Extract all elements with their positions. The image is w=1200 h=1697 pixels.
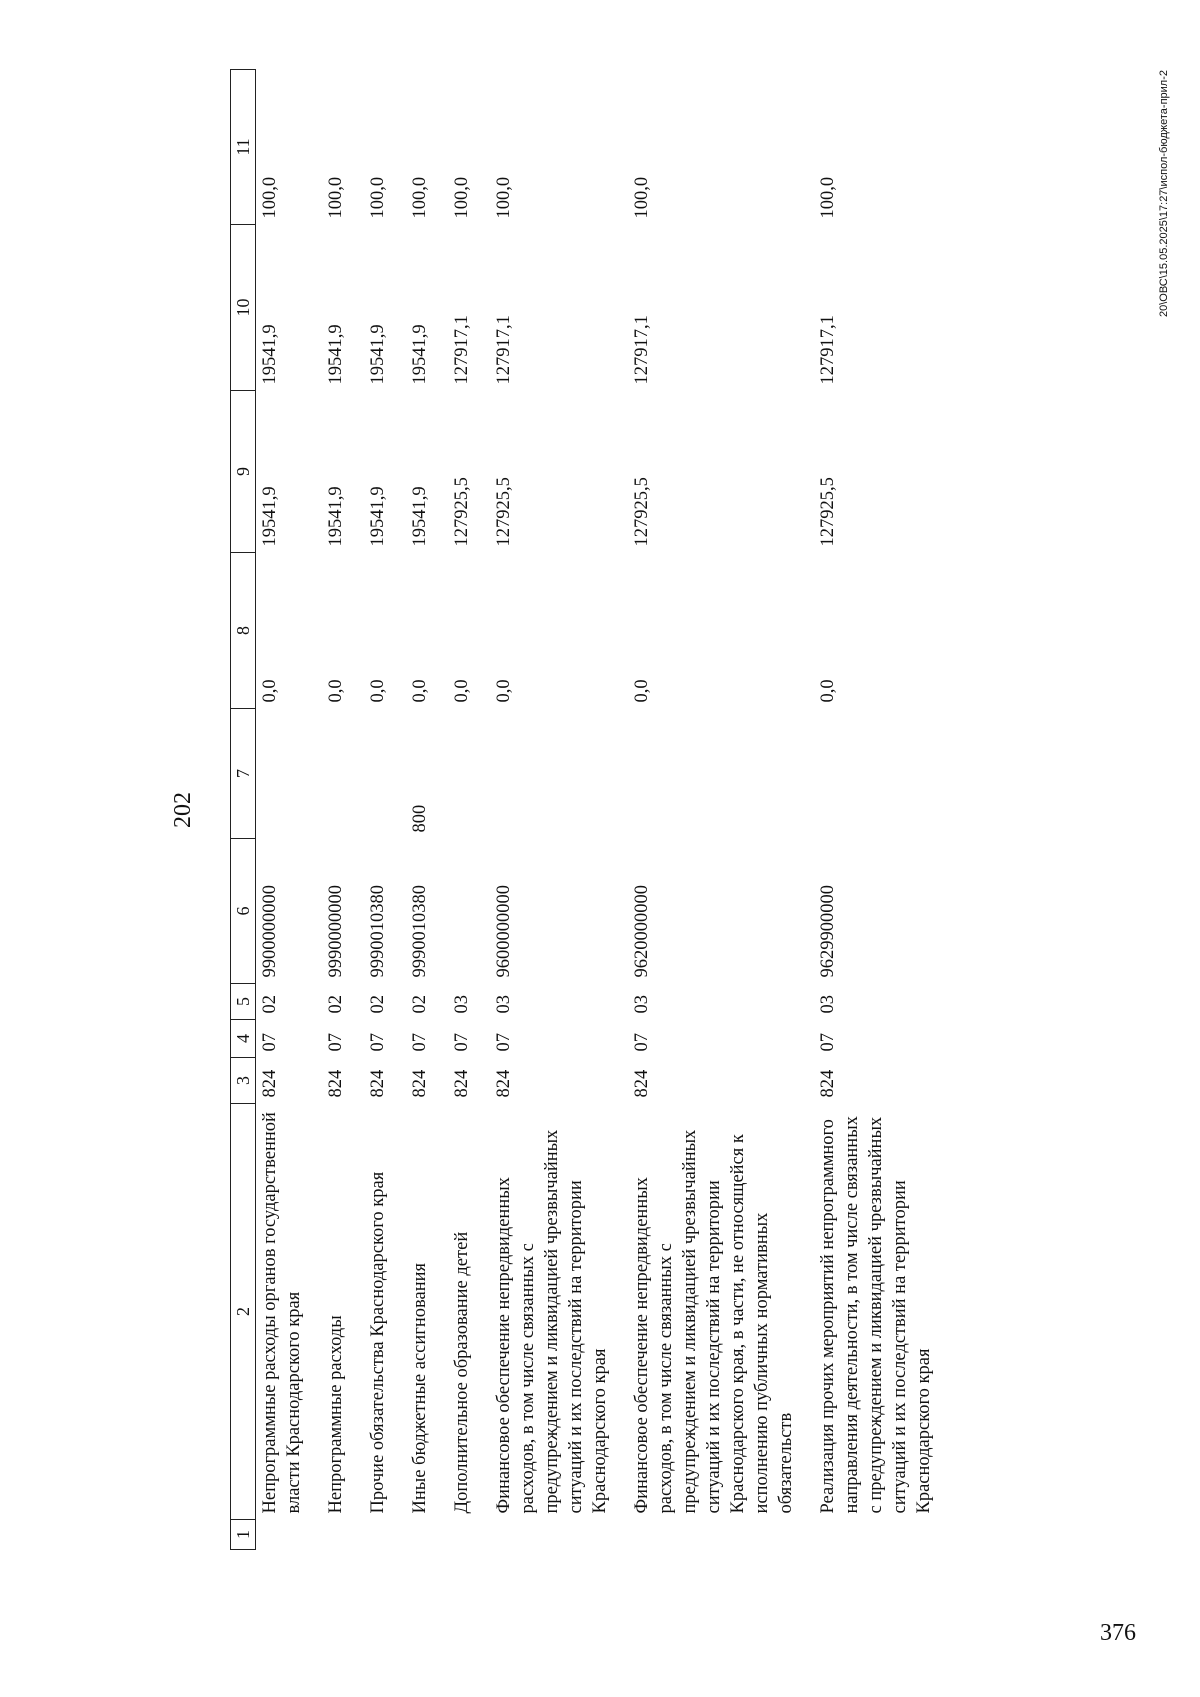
cell-col-8: 0,0 bbox=[494, 679, 514, 703]
cell-section: 07 bbox=[818, 1033, 838, 1052]
cell-section: 07 bbox=[494, 1033, 514, 1052]
cell-target-article: 9990000000 bbox=[326, 885, 346, 978]
cell-admin-code: 824 bbox=[452, 1069, 472, 1098]
cell-col-11: 100,0 bbox=[368, 176, 388, 219]
cell-col-11: 100,0 bbox=[818, 176, 838, 219]
table-row bbox=[256, 70, 323, 1550]
cell-col-8: 0,0 bbox=[818, 679, 838, 703]
cell-admin-code: 824 bbox=[494, 1069, 514, 1098]
cell-col-10: 127917,1 bbox=[494, 315, 514, 385]
cell-col-9: 19541,9 bbox=[410, 486, 430, 547]
cell-col-11: 100,0 bbox=[260, 176, 280, 219]
cell-col-8: 0,0 bbox=[368, 679, 388, 703]
cell-col-10: 127917,1 bbox=[452, 315, 472, 385]
col-header-5: 5 bbox=[231, 984, 256, 1020]
table-row bbox=[628, 70, 814, 1550]
cell-col-10: 19541,9 bbox=[410, 324, 430, 385]
cell-admin-code: 824 bbox=[410, 1069, 430, 1098]
row-description: Реализация прочих мероприятий непрограммного направления деятельности, в том числе связанных с предупреждением и ликвидацией чрезвычайных ситуаций и их последствий на территории Краснодарского края bbox=[818, 1116, 934, 1514]
cell-section: 07 bbox=[632, 1033, 652, 1052]
row-description: Прочие обязательства Краснодарского края bbox=[368, 1171, 388, 1514]
cell-col-11: 100,0 bbox=[410, 176, 430, 219]
cell-col-11: 100,0 bbox=[452, 176, 472, 219]
cell-expense-type bbox=[490, 709, 628, 839]
row-description: Непрограммные расходы bbox=[326, 1315, 346, 1514]
col-header-8: 8 bbox=[231, 553, 256, 709]
cell-subsection: 03 bbox=[632, 995, 652, 1014]
cell-admin-code: 824 bbox=[260, 1069, 280, 1098]
cell-subsection: 02 bbox=[410, 995, 430, 1014]
cell-subsection: 03 bbox=[494, 995, 514, 1014]
table-row bbox=[406, 70, 448, 1550]
cell-target-article: 9990010380 bbox=[368, 885, 388, 978]
table-row bbox=[322, 70, 364, 1550]
cell-subsection: 02 bbox=[260, 995, 280, 1014]
cell-col-9: 19541,9 bbox=[260, 486, 280, 547]
cell-col-10: 19541,9 bbox=[260, 324, 280, 385]
cell-subsection: 02 bbox=[326, 995, 346, 1014]
cell-subsection: 02 bbox=[368, 995, 388, 1014]
col-header-1: 1 bbox=[231, 1520, 256, 1550]
row-description: Иные бюджетные ассигнования bbox=[410, 1262, 430, 1514]
cell-expense-type bbox=[322, 709, 364, 839]
cell-col-9: 127925,5 bbox=[452, 477, 472, 547]
cell-section: 07 bbox=[260, 1033, 280, 1052]
cell-admin-code: 824 bbox=[818, 1069, 838, 1098]
cell-col-10: 19541,9 bbox=[326, 324, 346, 385]
rotated-page bbox=[170, 70, 1190, 1550]
table-row bbox=[448, 70, 490, 1550]
cell-target-article: 9900000000 bbox=[260, 885, 280, 978]
cell-section: 07 bbox=[326, 1033, 346, 1052]
cell-expense-type bbox=[256, 709, 323, 839]
footer-stamp: 20\ОВС\15.05.2025\17:27\испол-бюджета-прил-2 bbox=[1158, 70, 1170, 318]
row-description: Финансовое обеспечение непредвиденных расходов, в том числе связанных с предупреждением и ликвидацией чрезвычайных ситуаций и их последствий на территории Краснодарского края, в части, не относящейся к исполнению публичных нормативных обязательств bbox=[632, 1129, 796, 1514]
sheet-number: 376 bbox=[1100, 1620, 1136, 1646]
page-number: 202 bbox=[170, 792, 196, 828]
cell-section: 07 bbox=[452, 1033, 472, 1052]
cell-col-11: 100,0 bbox=[326, 176, 346, 219]
table-row bbox=[490, 70, 628, 1550]
col-header-10: 10 bbox=[231, 225, 256, 391]
budget-table bbox=[230, 69, 952, 1550]
cell-col-8: 0,0 bbox=[260, 679, 280, 703]
cell-col-10: 127917,1 bbox=[632, 315, 652, 385]
cell-admin-code: 824 bbox=[326, 1069, 346, 1098]
cell-col-9: 127925,5 bbox=[494, 477, 514, 547]
col-header-6: 6 bbox=[231, 839, 256, 984]
cell-col-10: 19541,9 bbox=[368, 324, 388, 385]
cell-target-article: 9990010380 bbox=[410, 885, 430, 978]
row-description: Непрограммные расходы органов государственной власти Краснодарского края bbox=[260, 1112, 304, 1514]
cell-expense-type bbox=[628, 709, 814, 839]
row-description: Финансовое обеспечение непредвиденных расходов, в том числе связанных с предупреждением и ликвидацией чрезвычайных ситуаций и их последствий на территории Краснодарского края bbox=[494, 1129, 610, 1514]
cell-col-8: 0,0 bbox=[452, 679, 472, 703]
col-header-11: 11 bbox=[231, 70, 256, 225]
cell-col-8: 0,0 bbox=[410, 679, 430, 703]
col-header-9: 9 bbox=[231, 391, 256, 553]
cell-col-9: 127925,5 bbox=[632, 477, 652, 547]
cell-col-11: 100,0 bbox=[494, 176, 514, 219]
table-row bbox=[364, 70, 406, 1550]
cell-target-article: 9600000000 bbox=[494, 885, 514, 978]
row-description: Дополнительное образование детей bbox=[452, 1231, 472, 1514]
col-header-4: 4 bbox=[231, 1020, 256, 1058]
table-row bbox=[814, 70, 952, 1550]
cell-subsection: 03 bbox=[818, 995, 838, 1014]
cell-col-10: 127917,1 bbox=[818, 315, 838, 385]
cell-target-article: 9620000000 bbox=[632, 885, 652, 978]
header-row bbox=[231, 70, 256, 1550]
cell-target-article bbox=[448, 839, 490, 984]
cell-target-article: 9629900000 bbox=[818, 885, 838, 978]
col-header-2: 2 bbox=[231, 1104, 256, 1520]
cell-section: 07 bbox=[368, 1033, 388, 1052]
col-header-7: 7 bbox=[231, 709, 256, 839]
cell-expense-type: 800 bbox=[410, 804, 430, 833]
cell-col-8: 0,0 bbox=[632, 679, 652, 703]
col-header-3: 3 bbox=[231, 1058, 256, 1104]
cell-section: 07 bbox=[410, 1033, 430, 1052]
cell-col-8: 0,0 bbox=[326, 679, 346, 703]
cell-col-11: 100,0 bbox=[632, 176, 652, 219]
cell-col-9: 19541,9 bbox=[326, 486, 346, 547]
cell-col-9: 127925,5 bbox=[818, 477, 838, 547]
cell-expense-type bbox=[448, 709, 490, 839]
cell-col-9: 19541,9 bbox=[368, 486, 388, 547]
cell-subsection: 03 bbox=[452, 995, 472, 1014]
cell-expense-type bbox=[364, 709, 406, 839]
cell-expense-type bbox=[814, 709, 952, 839]
cell-admin-code: 824 bbox=[368, 1069, 388, 1098]
cell-admin-code: 824 bbox=[632, 1069, 652, 1098]
